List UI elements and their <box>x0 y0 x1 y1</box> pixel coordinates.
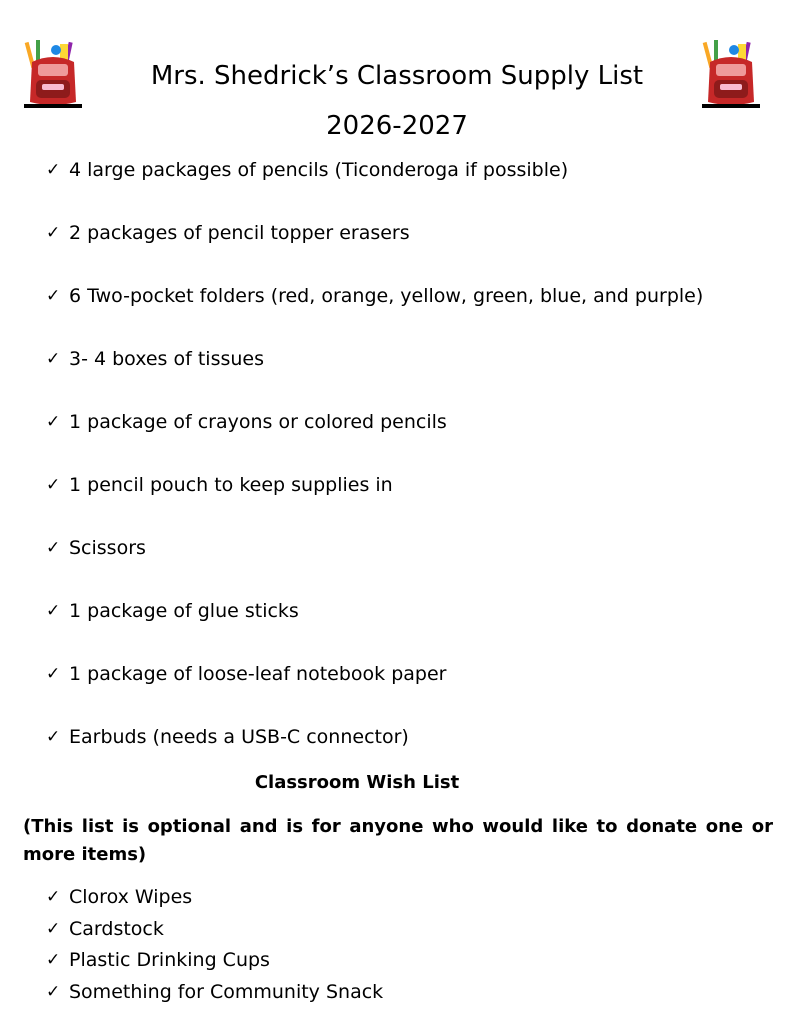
checkmark-icon: ✓ <box>46 286 61 306</box>
list-item-label: 1 package of glue sticks <box>69 600 299 622</box>
list-item-label: 1 package of loose-leaf notebook paper <box>69 663 447 685</box>
list-item <box>46 883 383 915</box>
list-item-label: Scissors <box>69 537 146 559</box>
list-item-label: 6 Two-pocket folders (red, orange, yellow, green, blue, and purple) <box>69 285 704 307</box>
checkmark-icon: ✓ <box>46 412 61 432</box>
list-item <box>46 345 766 408</box>
wish-list-heading: Classroom Wish List <box>254 772 460 793</box>
list-item <box>46 978 383 1010</box>
list-item <box>46 597 766 660</box>
list-item <box>46 534 766 597</box>
list-item-label: 3- 4 boxes of tissues <box>69 348 265 370</box>
wish-list <box>46 883 383 1009</box>
checkmark-icon: ✓ <box>46 918 61 939</box>
list-item-label: Something for Community Snack <box>69 980 384 1003</box>
list-item <box>46 471 766 534</box>
list-item <box>46 219 766 282</box>
supply-list <box>46 156 766 786</box>
list-item <box>46 282 766 345</box>
list-item <box>46 915 383 947</box>
wish-list-note: (This list is optional and is for anyone who would like to donate one or more items) <box>23 816 773 865</box>
list-item-label: 1 package of crayons or colored pencils <box>69 411 447 433</box>
checkmark-icon: ✓ <box>46 160 61 180</box>
list-item-label: Clorox Wipes <box>69 886 193 908</box>
list-item <box>46 156 766 219</box>
page-title: Mrs. Shedrick’s Classroom Supply List <box>150 61 644 91</box>
checkmark-icon: ✓ <box>46 887 61 907</box>
checkmark-icon: ✓ <box>46 223 61 243</box>
list-item <box>46 408 766 471</box>
checkmark-icon: ✓ <box>46 950 61 970</box>
list-item-label: Cardstock <box>69 917 164 940</box>
checkmark-icon: ✓ <box>46 664 61 684</box>
checkmark-icon: ✓ <box>46 601 61 621</box>
list-item <box>46 946 383 978</box>
checkmark-icon: ✓ <box>46 349 61 369</box>
list-item-label: Earbuds (needs a USB-C connector) <box>69 726 409 748</box>
school-year: 2026-2027 <box>326 111 468 141</box>
checkmark-icon: ✓ <box>46 727 61 747</box>
list-item-label: 1 pencil pouch to keep supplies in <box>69 474 393 496</box>
checkmark-icon: ✓ <box>46 538 61 558</box>
list-item-label: Plastic Drinking Cups <box>69 949 270 971</box>
checkmark-icon: ✓ <box>46 981 61 1002</box>
list-item-label: 2 packages of pencil topper erasers <box>69 222 410 244</box>
list-item-label: 4 large packages of pencils (Ticonderoga if possible) <box>69 159 569 181</box>
list-item <box>46 660 766 723</box>
checkmark-icon: ✓ <box>46 475 61 495</box>
